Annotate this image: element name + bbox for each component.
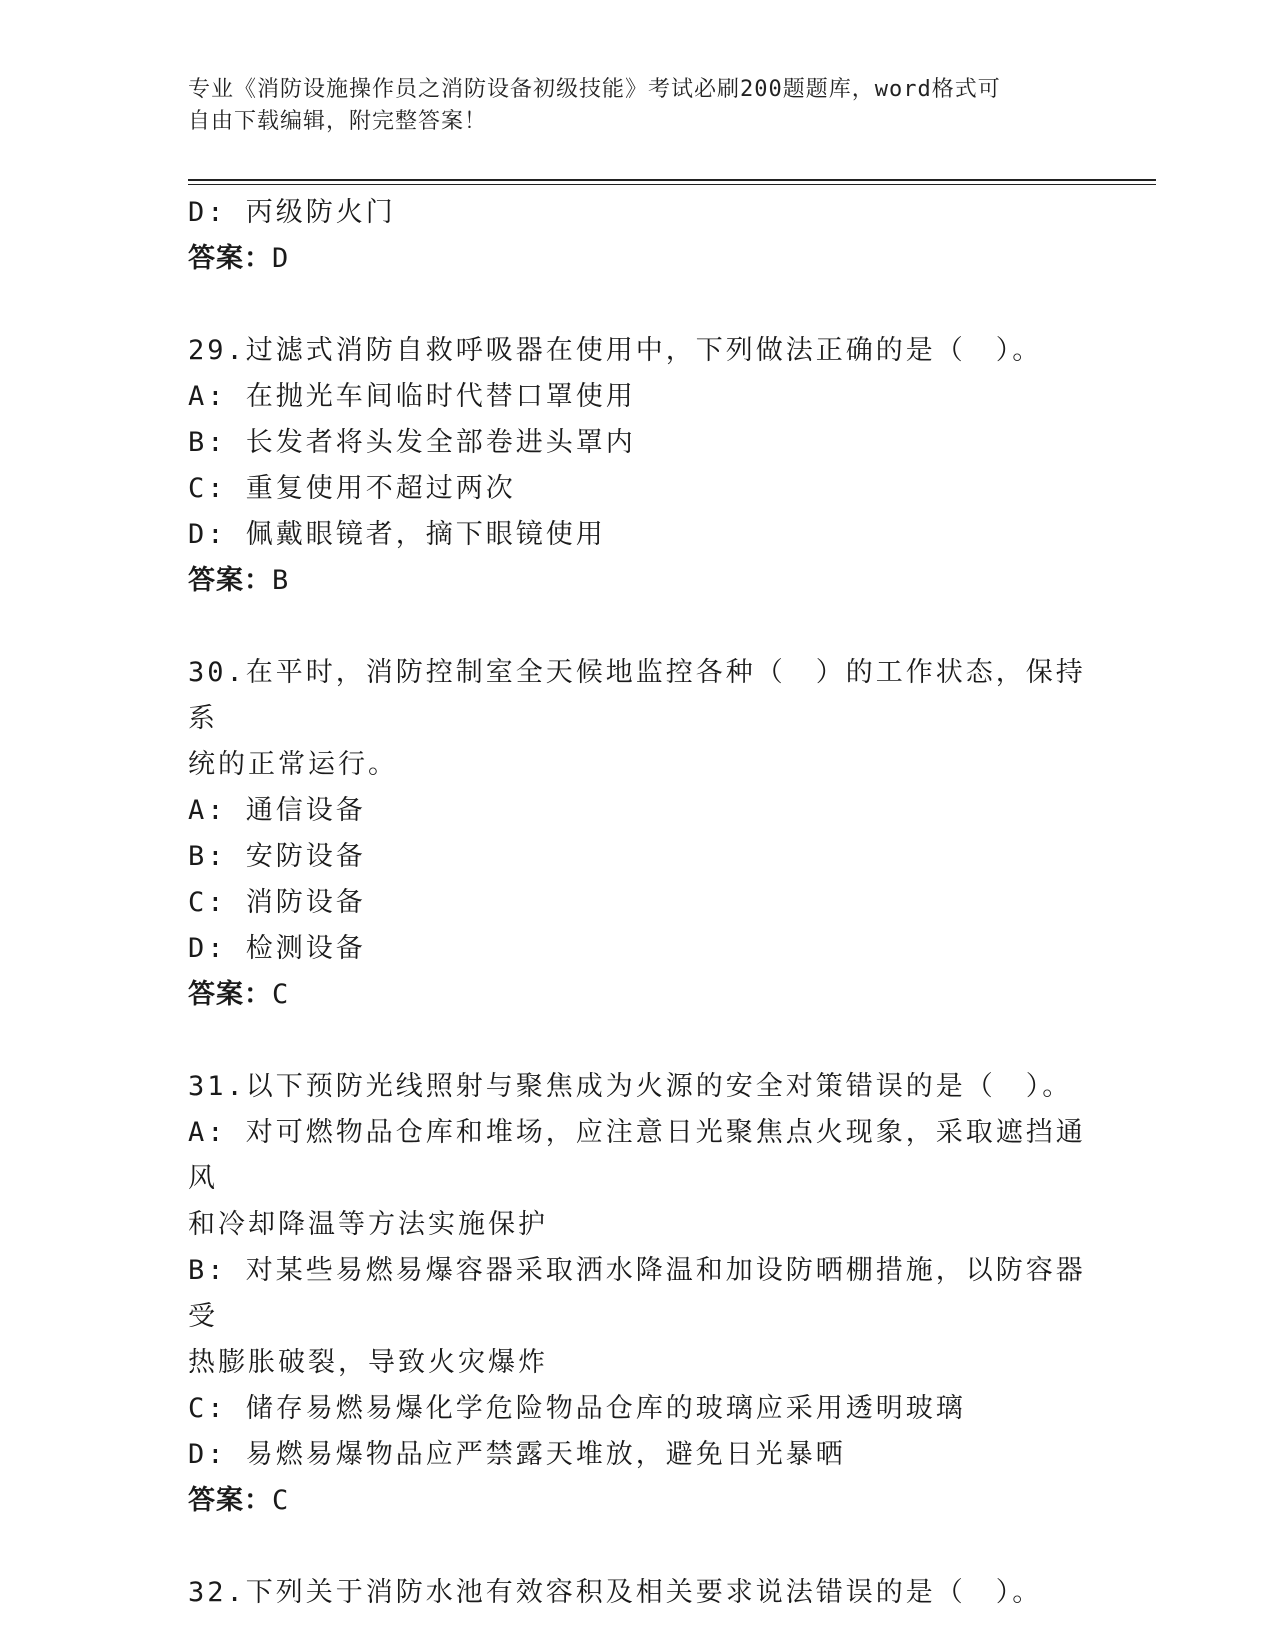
option-a: A: 在抛光车间临时代替口罩使用 [188, 381, 636, 412]
option-c: C: 储存易燃易爆化学危险物品仓库的玻璃应采用透明玻璃 [188, 1393, 966, 1424]
option-b: B: 长发者将头发全部卷进头罩内 [188, 427, 636, 458]
question-32 [188, 1570, 1108, 1616]
option-d: D: 佩戴眼镜者，摘下眼镜使用 [188, 519, 606, 550]
answer-label: 答案： [188, 979, 272, 1010]
question-stem: 32.下列关于消防水池有效容积及相关要求说法错误的是（ ）。 [188, 1577, 1043, 1608]
question-30 [188, 650, 1108, 1018]
header-divider-thick [188, 179, 1156, 181]
option-c: C: 重复使用不超过两次 [188, 473, 516, 504]
answer-value: B [272, 565, 290, 596]
previous-question-tail [188, 190, 1108, 282]
option-d: D: 检测设备 [188, 933, 366, 964]
answer-value: D [272, 243, 290, 274]
header-line-1: 专业《消防设施操作员之消防设备初级技能》考试必刷200题题库，word格式可 [188, 77, 1001, 102]
header-divider-thin [188, 184, 1156, 185]
option-a-line-1: A: 对可燃物品仓库和堆场，应注意日光聚焦点火现象，采取遮挡通风 [188, 1117, 1086, 1194]
option-b-line-2: 热膨胀破裂，导致火灾爆炸 [188, 1347, 548, 1378]
answer-value: C [272, 1485, 290, 1516]
option-a: A: 通信设备 [188, 795, 366, 826]
option-b-line-1: B: 对某些易燃易爆容器采取洒水降温和加设防晒棚措施，以防容器受 [188, 1255, 1086, 1332]
answer-label: 答案： [188, 565, 272, 596]
answer-value: C [272, 979, 290, 1010]
answer [188, 1478, 1108, 1524]
answer [188, 236, 1108, 282]
question-stem: 31.以下预防光线照射与聚焦成为火源的安全对策错误的是（ ）。 [188, 1071, 1073, 1102]
question-31 [188, 1064, 1108, 1524]
option-d: D: 易燃易爆物品应严禁露天堆放，避免日光暴晒 [188, 1439, 846, 1470]
option-a-line-2: 和冷却降温等方法实施保护 [188, 1209, 548, 1240]
header-line-2: 自由下载编辑，附完整答案！ [188, 109, 488, 134]
answer-label: 答案： [188, 243, 272, 274]
answer-label: 答案： [188, 1485, 272, 1516]
option-c: C: 消防设备 [188, 887, 366, 918]
document-header [188, 74, 1088, 138]
answer [188, 972, 1108, 1018]
question-stem-line-1: 30.在平时，消防控制室全天候地监控各种（ ）的工作状态，保持系 [188, 657, 1086, 734]
question-stem: 29.过滤式消防自救呼吸器在使用中，下列做法正确的是（ ）。 [188, 335, 1043, 366]
question-stem-line-2: 统的正常运行。 [188, 749, 398, 780]
document-body [188, 190, 1108, 1616]
option-b: B: 安防设备 [188, 841, 366, 872]
answer [188, 558, 1108, 604]
question-29 [188, 328, 1108, 604]
option-d: D: 丙级防火门 [188, 197, 396, 228]
